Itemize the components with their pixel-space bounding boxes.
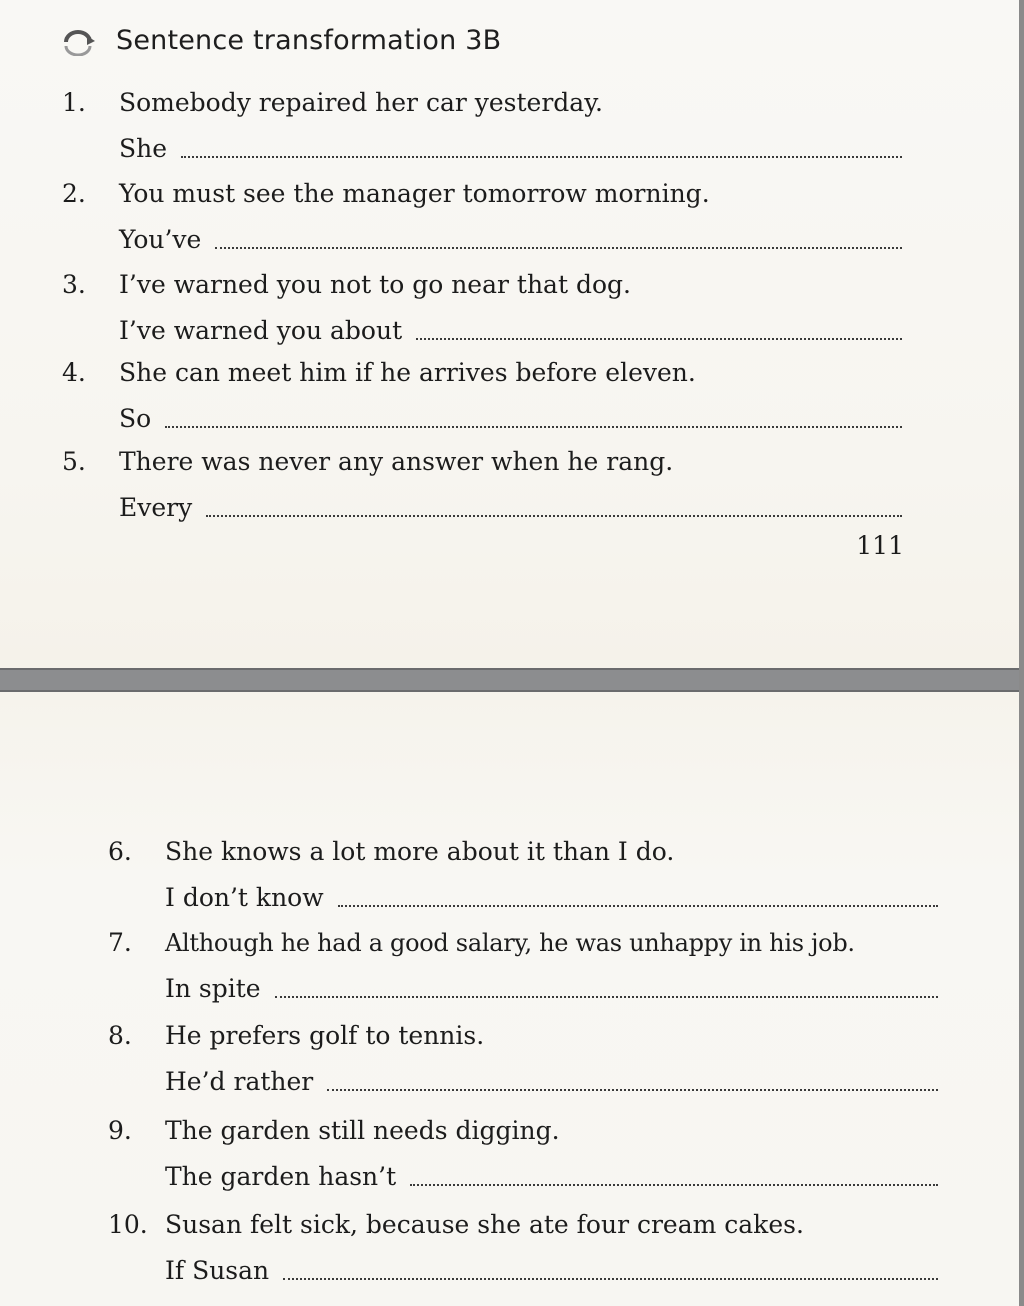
answer-blank[interactable] <box>327 1089 938 1091</box>
answer-row <box>165 1067 938 1097</box>
answer-blank[interactable] <box>206 515 902 517</box>
item-sentence: There was never any answer when he rang. <box>119 447 674 476</box>
exercise-item <box>62 270 902 350</box>
item-number: 9. <box>108 1116 132 1145</box>
page-number: 111 <box>856 531 904 560</box>
answer-blank[interactable] <box>215 247 902 249</box>
item-sentence: She knows a lot more about it than I do. <box>165 837 675 866</box>
item-sentence: You must see the manager tomorrow morning. <box>119 179 710 208</box>
exercise-item <box>62 179 902 259</box>
exercise-item <box>108 928 966 1008</box>
answer-blank[interactable] <box>283 1278 938 1280</box>
answer-blank[interactable] <box>165 426 902 428</box>
answer-prompt: If Susan <box>165 1256 270 1285</box>
answer-blank[interactable] <box>338 905 938 907</box>
item-number: 3. <box>62 270 86 299</box>
item-sentence: Although he had a good salary, he was unhappy in his job. <box>165 929 855 957</box>
answer-row <box>165 974 938 1004</box>
answer-row <box>165 1256 938 1286</box>
exercise-item <box>108 837 938 917</box>
exercise-item <box>108 1116 938 1196</box>
item-sentence: He prefers golf to tennis. <box>165 1021 485 1050</box>
item-number: 8. <box>108 1021 132 1050</box>
answer-row <box>119 316 902 346</box>
item-number: 5. <box>62 447 86 476</box>
item-sentence: She can meet him if he arrives before eleven. <box>119 358 696 387</box>
scan-edge <box>1019 0 1024 1306</box>
exercise-item <box>108 1021 938 1101</box>
answer-prompt: I’ve warned you about <box>119 316 403 345</box>
item-number: 2. <box>62 179 86 208</box>
answer-prompt: Every <box>119 493 193 522</box>
page-divider <box>0 668 1024 692</box>
item-sentence: Somebody repaired her car yesterday. <box>119 88 603 117</box>
answer-prompt: He’d rather <box>165 1067 314 1096</box>
answer-blank[interactable] <box>410 1184 938 1186</box>
item-number: 1. <box>62 88 86 117</box>
answer-prompt: You’ve <box>119 225 202 254</box>
answer-blank[interactable] <box>416 338 902 340</box>
item-sentence: The garden still needs digging. <box>165 1116 560 1145</box>
answer-prompt: She <box>119 134 168 163</box>
answer-prompt: I don’t know <box>165 883 324 912</box>
item-sentence: I’ve warned you not to go near that dog. <box>119 270 631 299</box>
answer-row <box>119 493 902 523</box>
answer-row <box>119 225 902 255</box>
answer-row <box>119 404 902 434</box>
answer-prompt: So <box>119 404 152 433</box>
exercise-item <box>108 1210 938 1290</box>
section-header <box>58 18 501 62</box>
item-sentence: Susan felt sick, because she ate four cream cakes. <box>165 1210 804 1239</box>
item-number: 6. <box>108 837 132 866</box>
exercise-item <box>62 88 902 168</box>
item-number: 7. <box>108 928 132 957</box>
exercise-item <box>62 447 902 527</box>
answer-prompt: The garden hasn’t <box>165 1162 397 1191</box>
answer-row <box>165 1162 938 1192</box>
exercise-item <box>62 358 902 438</box>
circular-arrow-icon <box>58 24 98 56</box>
answer-blank[interactable] <box>181 156 902 158</box>
answer-prompt: In spite <box>165 974 261 1003</box>
answer-blank[interactable] <box>275 996 938 998</box>
answer-row <box>119 134 902 164</box>
item-number: 4. <box>62 358 86 387</box>
item-number: 10. <box>108 1210 148 1239</box>
section-title: Sentence transformation 3B <box>116 24 502 56</box>
answer-row <box>165 883 938 913</box>
